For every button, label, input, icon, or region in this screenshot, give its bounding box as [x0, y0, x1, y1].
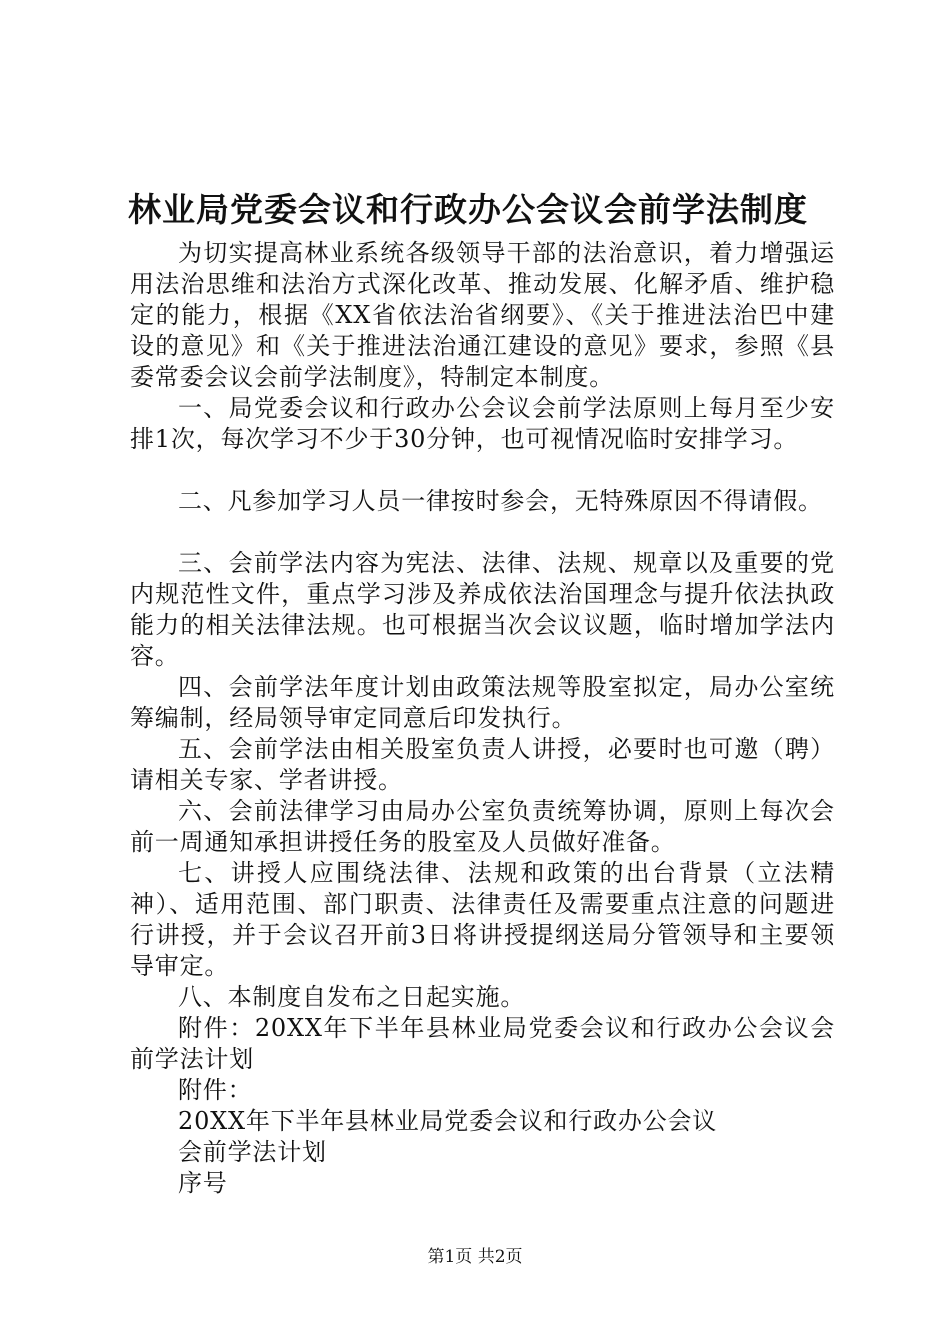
- document-title: 林业局党委会议和行政办公会议会前学法制度: [128, 190, 808, 229]
- document-body: [130, 238, 835, 1199]
- attachment-heading-line2: 会前学法计划: [178, 1138, 327, 1166]
- paragraph-attachment-note: 附件：20XX年下半年县林业局党委会议和行政办公会议会前学法计划: [130, 1014, 835, 1073]
- paragraph-item-5: 五、会前学法由相关股室负责人讲授，必要时也可邀（聘）请相关专家、学者讲授。: [130, 735, 835, 794]
- attachment-heading-line1: 20XX年下半年县林业局党委会议和行政办公会议: [178, 1107, 718, 1135]
- paragraph-item-6: 六、会前法律学习由局办公室负责统筹协调，原则上每次会前一周通知承担讲授任务的股室及人员做好准备。: [130, 797, 835, 856]
- paragraph-item-8: 八、本制度自发布之日起实施。: [178, 983, 526, 1011]
- paragraph-item-2: 二、凡参加学习人员一律按时参会，无特殊原因不得请假。: [178, 487, 823, 515]
- page-footer: 第1页 共2页: [427, 1247, 523, 1267]
- paragraph-intro: 为切实提高林业系统各级领导干部的法治意识，着力增强运用法治思维和法治方式深化改革、推动发展、化解矛盾、维护稳定的能力，根据《XX省依法治省纲要》、《关于推进法治巴中建设的意见》和《关于推进法治通江建设的意见》要求，参照《县委常委会议会前学法制度》，特制定本制度。: [130, 239, 835, 391]
- paragraph-item-3: 三、会前学法内容为宪法、法律、法规、规章以及重要的党内规范性文件，重点学习涉及养成依法治国理念与提升依法执政能力的相关法律法规。也可根据当次会议议题，临时增加学法内容。: [130, 549, 835, 670]
- attachment-label: 附件：: [178, 1076, 253, 1104]
- paragraph-item-1: 一、局党委会议和行政办公会议会前学法原则上每月至少安排1次，每次学习不少于30分钟，也可视情况临时安排学习。: [130, 394, 835, 453]
- paragraph-item-7: 七、讲授人应围绕法律、法规和政策的出台背景（立法精神）、适用范围、部门职责、法律责任及需要重点注意的问题进行讲授，并于会议召开前3日将讲授提纲送局分管领导和主要领导审定。: [130, 859, 835, 980]
- paragraph-item-4: 四、会前学法年度计划由政策法规等股室拟定，局办公室统筹编制，经局领导审定同意后印发执行。: [130, 673, 835, 732]
- attachment-column-label: 序号: [178, 1169, 228, 1197]
